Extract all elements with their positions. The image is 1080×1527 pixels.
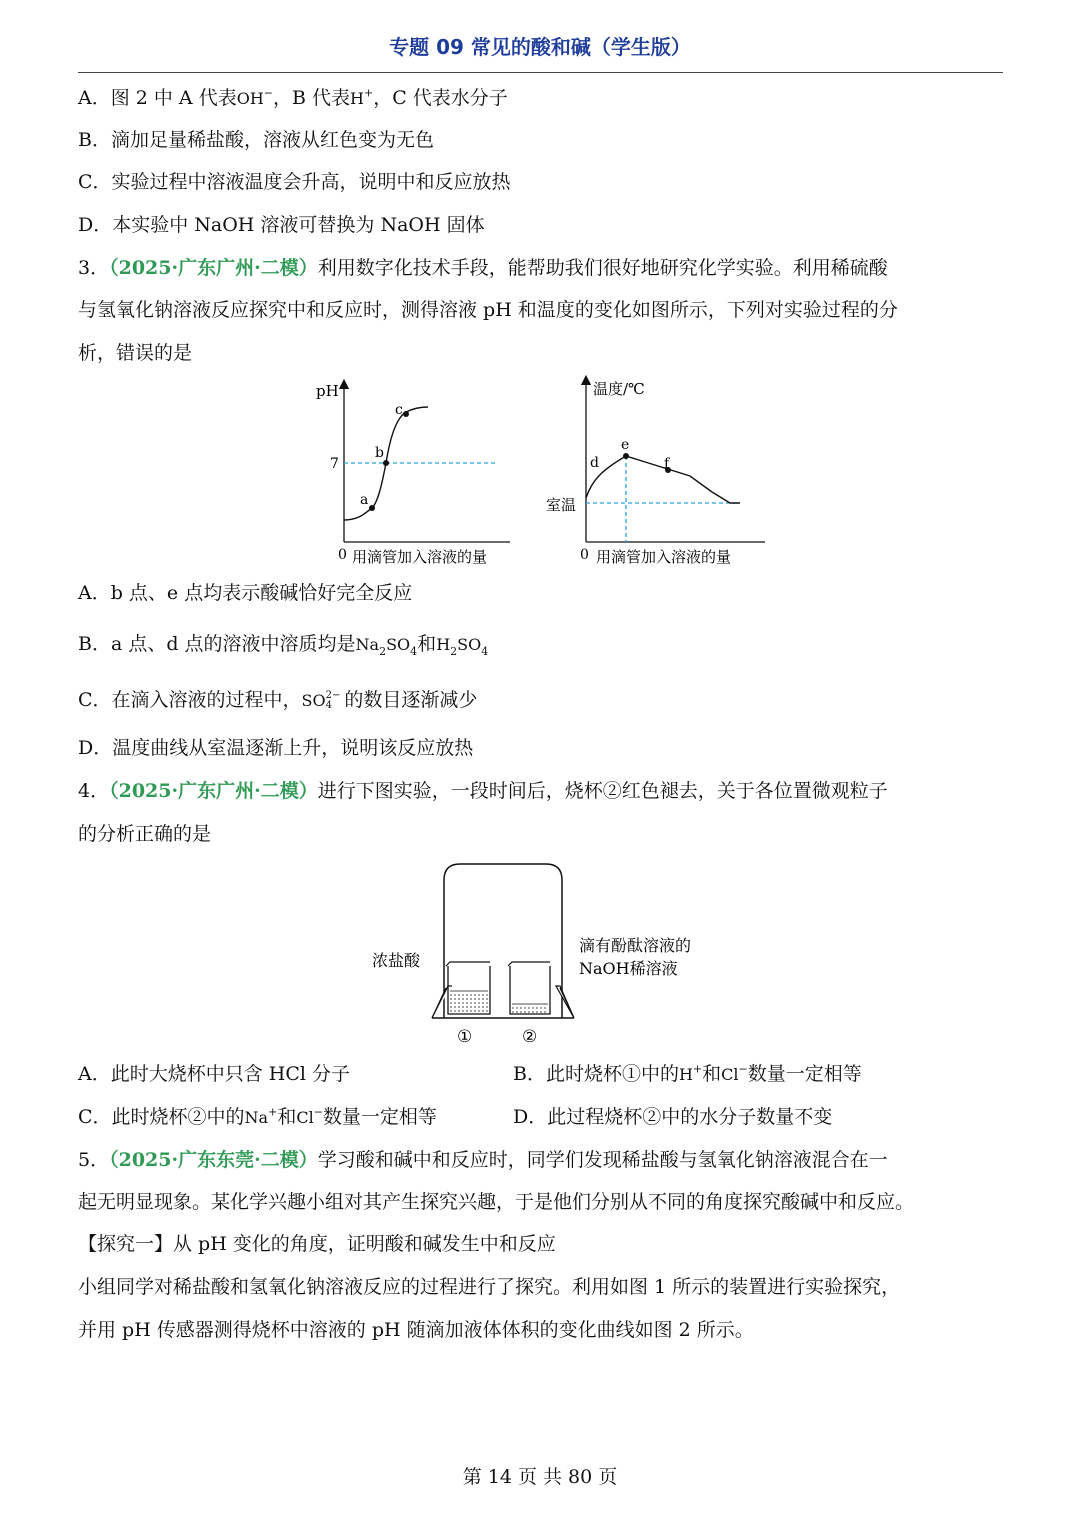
temp-label-f: f: [664, 456, 670, 472]
q4-source: （2025·广东广州·二模）: [109, 780, 318, 802]
ph-label-c: c: [395, 402, 403, 418]
ph-seven-tick: 7: [330, 456, 339, 472]
q4-stem-line2: 的分析正确的是: [78, 823, 212, 845]
q3-source: （2025·广东广州·二模）: [109, 257, 318, 279]
q2-option-c: C．实验过程中溶液温度会升高，说明中和反应放热: [78, 171, 511, 193]
ph-label-b: b: [375, 445, 384, 461]
q4-option-d: D．此过程烧杯②中的水分子数量不变: [513, 1106, 833, 1128]
ph-ylabel: pH: [316, 382, 339, 400]
temp-point-e: [623, 453, 629, 459]
label-beaker-1: ①: [457, 1027, 473, 1047]
label-naoh-solution: NaOH稀溶液: [579, 959, 678, 978]
q4-option-a: A．此时大烧杯中只含 HCl 分子: [78, 1063, 350, 1085]
temp-xlabel: 用滴管加入溶液的量: [596, 548, 732, 566]
q2-option-a: A．图 2 中 A 代表OH−，B 代表H+，C 代表水分子: [78, 86, 508, 109]
q3-option-a: A．b 点、e 点均表示酸碱恰好完全反应: [78, 582, 413, 604]
page-footer-number: 第 14 页 共 80 页: [462, 1466, 618, 1488]
page-header-title: 专题 09 常见的酸和碱（学生版）: [389, 35, 691, 59]
ph-point-c: [403, 411, 409, 417]
q2-option-b: B．滴加足量稀盐酸，溶液从红色变为无色: [78, 129, 434, 151]
q4-option-b: B．此时烧杯①中的H+和Cl−数量一定相等: [513, 1062, 862, 1085]
ph-label-a: a: [360, 492, 369, 508]
temp-origin: 0: [580, 547, 589, 563]
label-phenolphthalein: 滴有酚酞溶液的: [579, 936, 692, 955]
large-beaker: [444, 864, 562, 1018]
beaker-1: [446, 962, 490, 1014]
beaker-2: [508, 962, 550, 1014]
q5-section-heading: 【探究一】从 pH 变化的角度，证明酸和碱发生中和反应: [78, 1233, 556, 1255]
q3-stem-line1: 3．（2025·广东广州·二模）利用数字化技术手段，能帮助我们很好地研究化学实验。利用稀硫酸: [78, 257, 888, 279]
header-rule: [78, 72, 1003, 73]
q5-paragraph-line2: 并用 pH 传感器测得烧杯中溶液的 pH 随滴加液体体积的变化曲线如图 2 所示。: [78, 1319, 754, 1341]
label-beaker-2: ②: [522, 1027, 538, 1047]
ph-xlabel: 用滴管加入溶液的量: [352, 548, 488, 566]
q3-option-b: B．a 点、d 点的溶液中溶质均是$Na_2SO_4$和$H_2SO_4$: [78, 633, 489, 658]
q5-stem-line2: 起无明显现象。某化学兴趣小组对其产生探究兴趣，于是他们分别从不同的角度探究酸碱中和反应。: [78, 1191, 915, 1213]
q3-option-d: D．温度曲线从室温逐渐上升，说明该反应放热: [78, 737, 474, 759]
ph-origin: 0: [338, 547, 347, 563]
q3-stem-line2: 与氢氧化钠溶液反应探究中和反应时，测得溶液 pH 和温度的变化如图所示，下列对实验过程的分: [78, 299, 898, 321]
q4-option-c: C．此时烧杯②中的Na+和Cl−数量一定相等: [78, 1105, 437, 1128]
temp-ylabel: 温度/℃: [593, 380, 645, 398]
beaker-apparatus-figure: [360, 858, 730, 1050]
q2-option-d: D．本实验中 NaOH 溶液可替换为 NaOH 固体: [78, 214, 485, 236]
ph-chart: [300, 372, 520, 572]
q5-stem-line1: 5．（2025·广东东莞·二模）学习酸和碱中和反应时，同学们发现稀盐酸与氢氧化钠溶液混合在一: [78, 1149, 888, 1171]
label-concentrated-hcl: 浓盐酸: [372, 951, 421, 970]
temperature-chart: [540, 372, 780, 572]
q3-option-c: C．在滴入溶液的过程中，SO 2− 4 的数目逐渐减少: [78, 689, 478, 711]
q3-stem-line3: 析，错误的是: [78, 342, 193, 364]
q4-stem-line1: 4．（2025·广东广州·二模）进行下图实验，一段时间后，烧杯②红色褪去，关于各位置微观粒子: [78, 780, 888, 802]
temp-curve: [586, 456, 740, 503]
q5-source: （2025·广东东莞·二模）: [109, 1149, 318, 1171]
temp-label-e: e: [621, 437, 630, 453]
q5-paragraph-line1: 小组同学对稀盐酸和氢氧化钠溶液反应的过程进行了探究。利用如图 1 所示的装置进行实验探究，: [78, 1276, 901, 1298]
temp-label-d: d: [590, 455, 599, 471]
temp-room-label: 室温: [546, 496, 577, 514]
ph-point-a: [369, 505, 375, 511]
